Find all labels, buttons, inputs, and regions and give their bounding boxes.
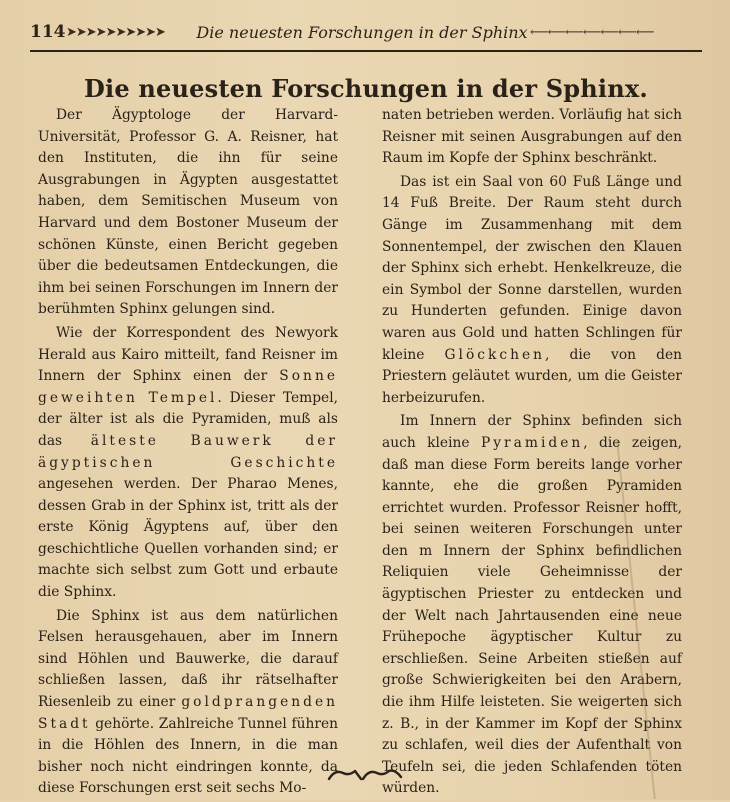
paragraph — [38, 606, 338, 800]
spaced-text: älteste Bauwerk der ägyptischen Geschichte — [38, 432, 338, 471]
paragraph: naten betrieben werden. Vorläufig hat sich Reisner mit seinen Ausgrabungen auf den Raum im Kopfe der Sphinx beschränkt. — [382, 107, 682, 167]
paragraph: Der Ägyptologe der Harvard-Universität, Professor G. A. Reisner, hat den Instituten, die ihn für seine Ausgrabungen in Ägypten ausgestattet haben, dem Semitischen Museum von Harvard und dem Bostoner Museum der schönen Künste, einen Bericht gegeben über die bedeutsamen Entdeckungen, die ihm bei seinen Forschungen im Innern der berühmten Sphinx gelungen sind. — [38, 107, 338, 318]
text-run: gehörte. Zahlreiche Tunnel führen in die Höhlen des Innern, in die man bisher noch nicht eindringen konnte, da diese Forschungen erst seit sechs Mo- — [38, 715, 338, 797]
text-run: Im Innern der Sphinx befinden sich auch kleine — [382, 413, 682, 451]
text-run: , die von den Priestern geläutet wurden, um die Geister herbeizurufen. — [382, 346, 682, 406]
spaced-text: Glöckchen — [444, 346, 546, 363]
paragraph — [38, 323, 338, 604]
paragraph — [382, 172, 682, 410]
text-run: , die zeigen, daß man diese Form bereits lange vorher kannte, ehe die großen Pyramiden errichtet wurden. Professor Reisner hofft, bei seinen weiteren Forschungen unter den m Innern der Sphinx befindlichen Reliquien viele Geheimnisse der ägyptischen Priester zu entdecken und der Welt nach Jahrtausenden eine neue Frühepoche ägyptischer Kultur zu erschließen. Seine Arbeiten stießen auf große Schwierigkeiten bei den Arabern, die ihm Hilfe leisteten. Sie weigerten sich z. B., in der Kammer im Kopf der Sphinx zu schlafen, weil dies der Aufenthalt von Teufeln sei, die jeden Schlafenden töten würden. — [382, 434, 682, 797]
text-run: Die Sphinx ist aus dem natürlichen Felsen herausgehauen, aber im Innern sind Höhlen und Bauwerke, die darauf schließen lassen, daß ihr rätselhafter Riesenleib zu einer — [38, 607, 338, 711]
header-rule — [30, 50, 702, 52]
right-column — [382, 105, 682, 802]
page-header — [30, 18, 700, 46]
text-run: . Dieser Tempel, der älter ist als die Pyramiden, muß als das — [38, 389, 338, 449]
text-run: angesehen werden. Der Pharao Menes, dessen Grab in der Sphinx ist, tritt als der erste König Ägyptens auf, über den geschichtliche Quellen vorhanden sind; er machte sich selbst zum Gott und erbaute die Sphinx. — [38, 476, 338, 601]
header-ornament-left: ➤➤➤➤➤➤➤➤➤➤ — [66, 24, 165, 40]
article-title: Die neuesten Forschungen in der Sphinx. — [84, 74, 648, 103]
running-title: Die neuesten Forschungen in der Sphinx — [196, 22, 528, 42]
end-ornament-icon — [325, 765, 405, 785]
spaced-text: goldprangenden Stadt — [38, 694, 338, 732]
page-number: 114 — [30, 22, 66, 42]
spaced-text: Sonne geweihten Tempel — [38, 368, 338, 406]
text-run: Das ist ein Saal von 60 Fuß Länge und 14 Fuß Breite. Der Raum steht durch Gänge im Zusammenhang mit dem Sonnentempel, der zwischen den Klauen der Sphinx sich erhebt. Henkelkreuze, die ein Symbol der Sonne darstellen, wurden zu Hunderten gefunden. Einige davon waren aus Gold und hatten Schlingen für kleine — [382, 173, 682, 363]
paragraph — [382, 411, 682, 800]
header-ornament-right: ⟵⟵⟵⟵⟵⟵⟵ — [530, 24, 654, 40]
spaced-text: Pyramiden — [480, 434, 584, 451]
left-column — [38, 105, 338, 802]
text-run: Wie der Korrespondent des Newyork Herald aus Kairo mitteilt, fand Reisner im Innern der Sphinx einen der — [38, 324, 338, 385]
